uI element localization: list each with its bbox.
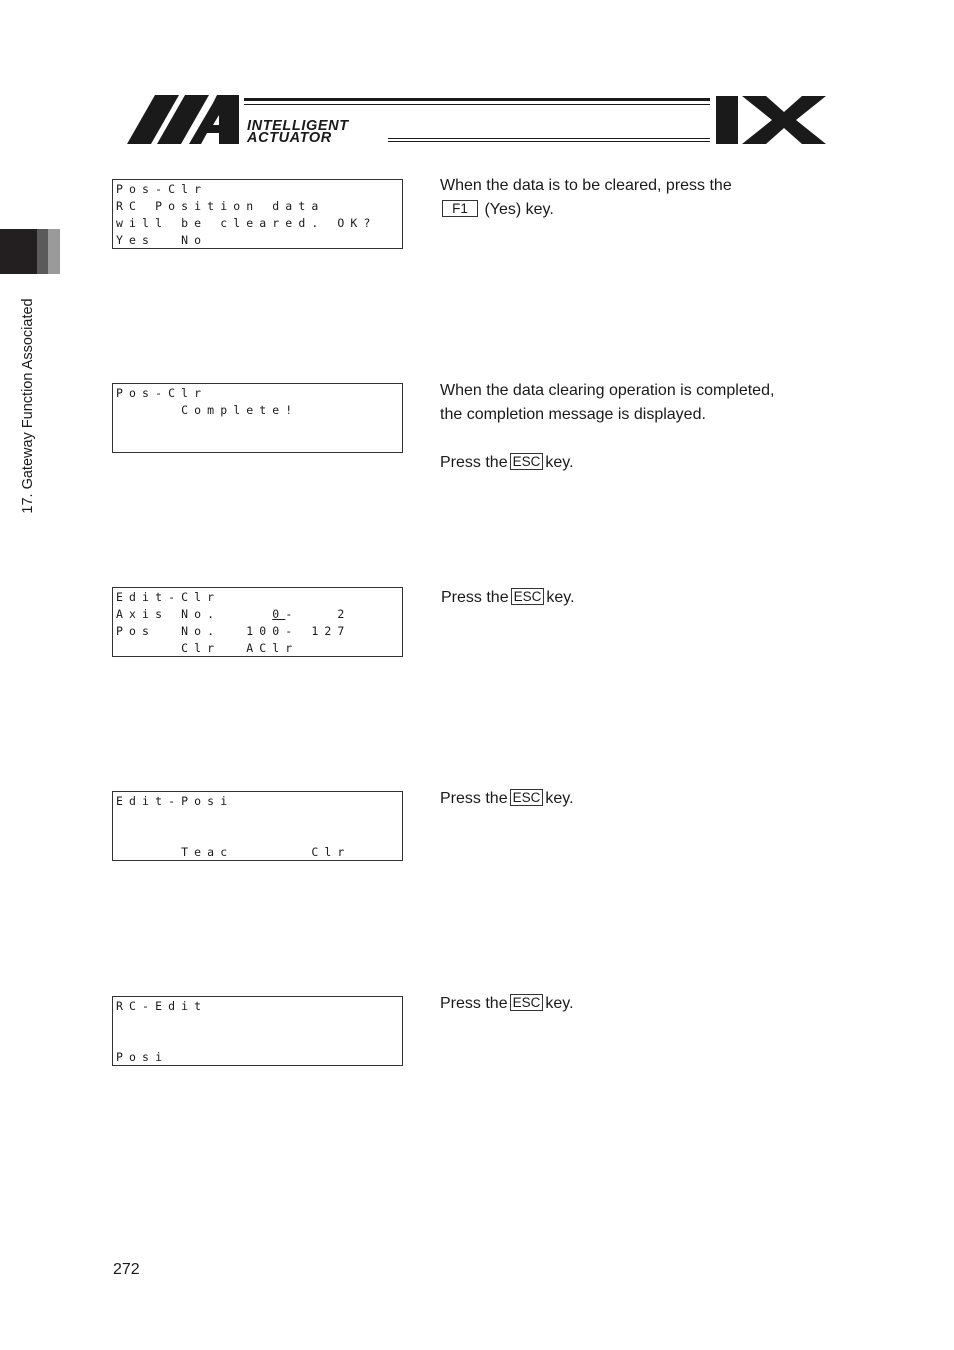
lcd-cursor: 0 — [272, 607, 286, 621]
chapter-tab-dark — [0, 229, 37, 274]
esc-key: ESC — [510, 789, 544, 806]
lcd-line: Complete! — [116, 403, 299, 417]
lcd-line: Edit-Clr — [116, 590, 221, 604]
lcd-line: RC Position data — [116, 199, 325, 213]
lcd-line: Clr AClr — [116, 641, 299, 655]
instruction-line — [440, 451, 774, 475]
step-4-instruction — [440, 787, 574, 811]
lcd-screen-rc-edit — [112, 996, 403, 1066]
step-2-instruction — [440, 379, 774, 475]
lcd-text: - 2 — [285, 607, 351, 621]
instruction-text: key. — [545, 995, 574, 1012]
instruction-text: Press the — [440, 995, 508, 1012]
step-3-instruction — [441, 586, 575, 610]
header-rule-top — [244, 98, 710, 101]
chapter-tab-mid — [37, 229, 48, 274]
instruction-text: When the data clearing operation is completed, — [440, 382, 775, 399]
lcd-text: Axis No. — [116, 607, 273, 621]
lcd-line: Teac Clr — [116, 845, 351, 859]
chapter-tab-light — [48, 229, 60, 274]
instruction-line — [440, 198, 732, 222]
lcd-line: Yes No — [116, 233, 208, 247]
instruction-text: key. — [546, 589, 575, 606]
lcd-screen-edit-posi — [112, 791, 403, 861]
step-1-instruction — [440, 174, 732, 222]
ia-logo-icon — [127, 95, 239, 144]
lcd-line: Pos-Clr — [116, 386, 208, 400]
lcd-line: Edit-Posi — [116, 794, 234, 808]
instruction-text: Press the — [441, 589, 509, 606]
esc-key: ESC — [510, 994, 544, 1011]
lcd-screen-pos-clr-complete — [112, 383, 403, 453]
instruction-text: (Yes) key. — [484, 201, 554, 218]
instruction-text: the completion message is displayed. — [440, 406, 706, 423]
instruction-text: Press the — [440, 454, 508, 471]
page-number: 272 — [113, 1261, 140, 1278]
instruction-text: When the data is to be cleared, press the — [440, 177, 732, 194]
header-rule-bottom — [388, 138, 710, 139]
lcd-screen-edit-clr — [112, 587, 403, 657]
lcd-line: will be cleared. OK? — [116, 216, 377, 230]
lcd-line — [116, 606, 350, 623]
header-rule-thin — [244, 104, 710, 105]
chapter-label: 17. Gateway Function Associated — [20, 298, 36, 514]
lcd-line: Pos-Clr — [116, 182, 208, 196]
header — [0, 0, 954, 160]
esc-key: ESC — [511, 588, 545, 605]
lcd-line: Posi — [116, 1050, 169, 1064]
brand-line1: INTELLIGENT — [247, 118, 349, 134]
instruction-text: key. — [545, 454, 574, 471]
lcd-screen-pos-clr-confirm — [112, 179, 403, 249]
esc-key: ESC — [510, 453, 544, 470]
instruction-text: key. — [545, 790, 574, 807]
header-rule-bottom-2 — [388, 141, 710, 142]
step-5-instruction — [440, 992, 574, 1016]
lcd-line: RC-Edit — [116, 999, 208, 1013]
lcd-line: Pos No. 100- 127 — [116, 624, 351, 638]
brand-line2: ACTUATOR — [247, 130, 332, 146]
f1-key: F1 — [442, 200, 478, 217]
ix-logo-icon — [716, 96, 826, 144]
instruction-text: Press the — [440, 790, 508, 807]
